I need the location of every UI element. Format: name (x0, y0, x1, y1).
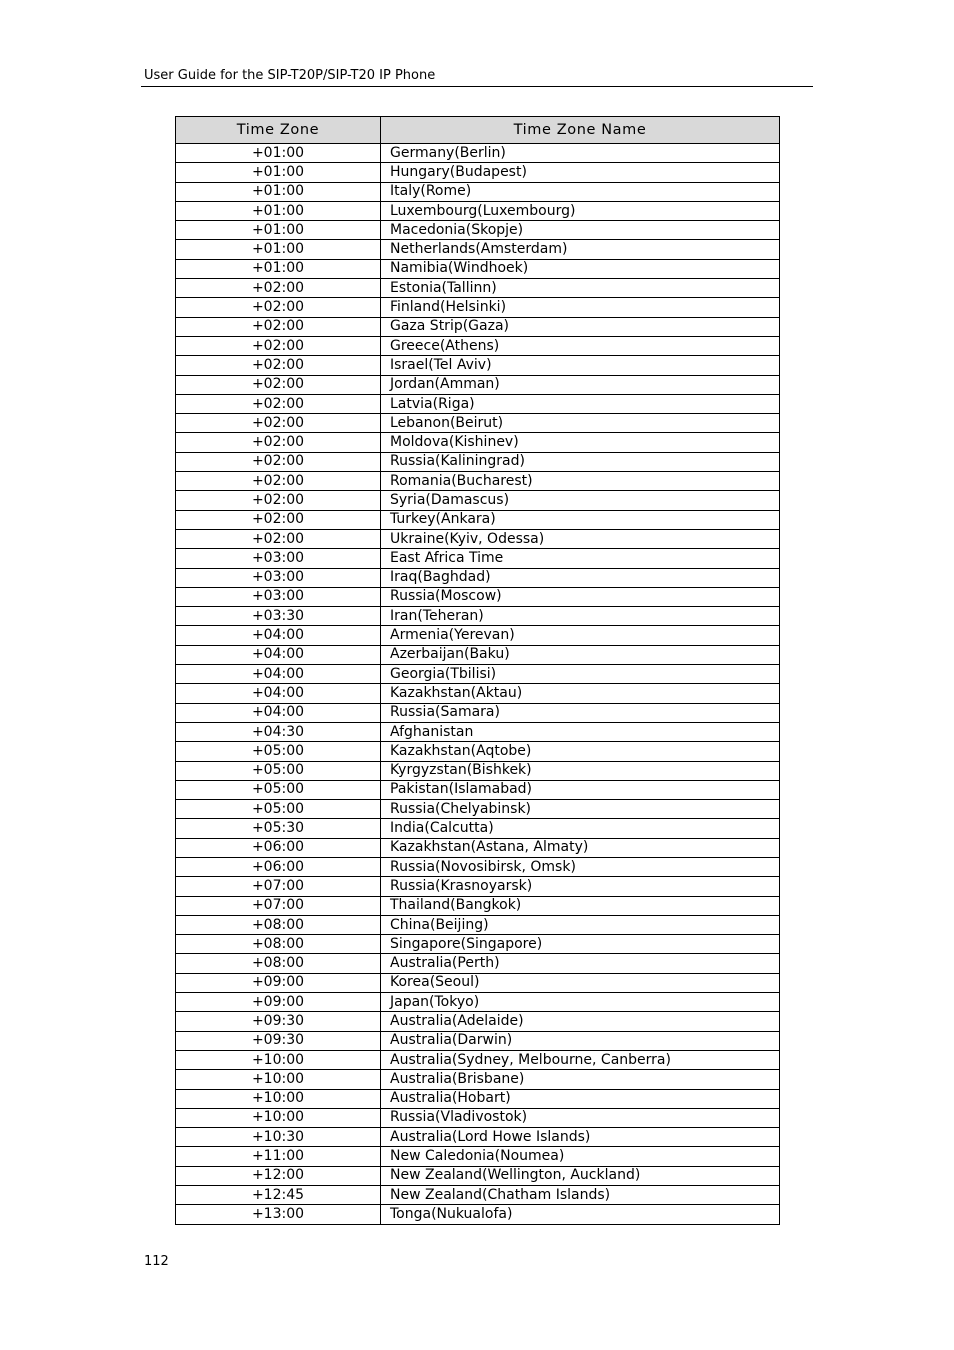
time-zone-cell: +01:00 (176, 201, 381, 220)
time-zone-name-cell: Romania(Bucharest) (381, 472, 780, 491)
table-row (176, 568, 780, 587)
table-row (176, 491, 780, 510)
time-zone-name-cell: Russia(Samara) (381, 703, 780, 722)
time-zone-cell: +10:00 (176, 1108, 381, 1127)
time-zone-cell: +12:00 (176, 1166, 381, 1185)
time-zone-cell: +03:00 (176, 568, 381, 587)
time-zone-name-cell: Japan(Tokyo) (381, 993, 780, 1012)
table-row (176, 684, 780, 703)
time-zone-cell: +03:00 (176, 549, 381, 568)
table-row (176, 1128, 780, 1147)
time-zone-name-cell: Israel(Tel Aviv) (381, 356, 780, 375)
time-zone-cell: +03:30 (176, 607, 381, 626)
time-zone-name-cell: Afghanistan (381, 722, 780, 741)
time-zone-name-cell: Latvia(Riga) (381, 394, 780, 413)
table-row (176, 993, 780, 1012)
time-zone-cell: +02:00 (176, 452, 381, 471)
table-row (176, 472, 780, 491)
time-zone-name-cell: Ukraine(Kyiv, Odessa) (381, 529, 780, 548)
time-zone-name-cell: Georgia(Tbilisi) (381, 665, 780, 684)
column-header-time-zone: Time Zone (176, 117, 381, 144)
time-zone-cell: +02:00 (176, 317, 381, 336)
table-row (176, 665, 780, 684)
time-zone-name-cell: Netherlands(Amsterdam) (381, 240, 780, 259)
page-header-title: User Guide for the SIP-T20P/SIP-T20 IP Phone (144, 68, 436, 83)
table-row (176, 201, 780, 220)
time-zone-cell: +02:00 (176, 336, 381, 355)
time-zone-name-cell: Australia(Hobart) (381, 1089, 780, 1108)
table-row (176, 954, 780, 973)
time-zone-cell: +01:00 (176, 221, 381, 240)
table-row (176, 761, 780, 780)
time-zone-cell: +02:00 (176, 375, 381, 394)
time-zone-cell: +10:00 (176, 1070, 381, 1089)
time-zone-cell: +11:00 (176, 1147, 381, 1166)
time-zone-name-cell: New Caledonia(Noumea) (381, 1147, 780, 1166)
time-zone-name-cell: Azerbaijan(Baku) (381, 645, 780, 664)
time-zone-name-cell: Australia(Lord Howe Islands) (381, 1128, 780, 1147)
time-zone-cell: +09:30 (176, 1031, 381, 1050)
time-zone-cell: +05:00 (176, 800, 381, 819)
time-zone-cell: +05:30 (176, 819, 381, 838)
table-row (176, 722, 780, 741)
table-row (176, 510, 780, 529)
time-zone-name-cell: New Zealand(Chatham Islands) (381, 1186, 780, 1205)
time-zone-name-cell: Turkey(Ankara) (381, 510, 780, 529)
time-zone-name-cell: Germany(Berlin) (381, 144, 780, 163)
time-zone-name-cell: Australia(Brisbane) (381, 1070, 780, 1089)
table-row (176, 607, 780, 626)
column-header-time-zone-name: Time Zone Name (381, 117, 780, 144)
time-zone-cell: +02:00 (176, 298, 381, 317)
time-zone-cell: +01:00 (176, 240, 381, 259)
table-row (176, 1089, 780, 1108)
time-zone-name-cell: Macedonia(Skopje) (381, 221, 780, 240)
time-zone-name-cell: Estonia(Tallinn) (381, 279, 780, 298)
time-zone-name-cell: Australia(Darwin) (381, 1031, 780, 1050)
time-zone-cell: +02:00 (176, 491, 381, 510)
time-zone-cell: +10:30 (176, 1128, 381, 1147)
table-row (176, 452, 780, 471)
time-zone-cell: +02:00 (176, 433, 381, 452)
time-zone-name-cell: Kazakhstan(Astana, Almaty) (381, 838, 780, 857)
table-row (176, 838, 780, 857)
time-zone-name-cell: Iran(Teheran) (381, 607, 780, 626)
time-zone-name-cell: Russia(Krasnoyarsk) (381, 877, 780, 896)
table-row (176, 857, 780, 876)
time-zone-cell: +02:00 (176, 414, 381, 433)
time-zone-cell: +12:45 (176, 1186, 381, 1205)
time-zone-cell: +09:00 (176, 973, 381, 992)
time-zone-name-cell: New Zealand(Wellington, Auckland) (381, 1166, 780, 1185)
table-row (176, 973, 780, 992)
page-number: 112 (144, 1254, 169, 1269)
time-zone-cell: +02:00 (176, 472, 381, 491)
time-zone-name-cell: Kyrgyzstan(Bishkek) (381, 761, 780, 780)
time-zone-cell: +05:00 (176, 742, 381, 761)
time-zone-name-cell: Russia(Kaliningrad) (381, 452, 780, 471)
time-zone-name-cell: Russia(Chelyabinsk) (381, 800, 780, 819)
time-zone-name-cell: Moldova(Kishinev) (381, 433, 780, 452)
time-zone-name-cell: India(Calcutta) (381, 819, 780, 838)
time-zone-name-cell: Russia(Vladivostok) (381, 1108, 780, 1127)
time-zone-cell: +08:00 (176, 954, 381, 973)
table-row (176, 1012, 780, 1031)
time-zone-name-cell: Gaza Strip(Gaza) (381, 317, 780, 336)
time-zone-cell: +04:00 (176, 665, 381, 684)
time-zone-name-cell: Tonga(Nukualofa) (381, 1205, 780, 1224)
time-zone-name-cell: Italy(Rome) (381, 182, 780, 201)
table-row (176, 221, 780, 240)
time-zone-name-cell: Syria(Damascus) (381, 491, 780, 510)
time-zone-name-cell: Iraq(Baghdad) (381, 568, 780, 587)
table-row (176, 529, 780, 548)
table-row (176, 742, 780, 761)
time-zone-name-cell: Jordan(Amman) (381, 375, 780, 394)
table-row (176, 1186, 780, 1205)
table-row (176, 780, 780, 799)
table-row (176, 356, 780, 375)
time-zone-cell: +03:00 (176, 587, 381, 606)
table-row (176, 549, 780, 568)
table-row (176, 144, 780, 163)
table-row (176, 336, 780, 355)
time-zone-name-cell: China(Beijing) (381, 915, 780, 934)
table-row (176, 414, 780, 433)
time-zone-name-cell: Namibia(Windhoek) (381, 259, 780, 278)
table-row (176, 163, 780, 182)
table-row (176, 1205, 780, 1224)
time-zone-cell: +04:30 (176, 722, 381, 741)
table-row (176, 800, 780, 819)
time-zone-name-cell: Korea(Seoul) (381, 973, 780, 992)
time-zone-cell: +08:00 (176, 935, 381, 954)
time-zone-cell: +04:00 (176, 645, 381, 664)
table-row (176, 317, 780, 336)
time-zone-name-cell: Russia(Novosibirsk, Omsk) (381, 857, 780, 876)
time-zone-cell: +04:00 (176, 703, 381, 722)
table-row (176, 1031, 780, 1050)
time-zone-name-cell: Lebanon(Beirut) (381, 414, 780, 433)
time-zone-cell: +02:00 (176, 529, 381, 548)
table-row (176, 877, 780, 896)
time-zone-cell: +10:00 (176, 1089, 381, 1108)
table-row (176, 819, 780, 838)
time-zone-cell: +04:00 (176, 626, 381, 645)
time-zone-cell: +13:00 (176, 1205, 381, 1224)
time-zone-cell: +07:00 (176, 877, 381, 896)
table-row (176, 587, 780, 606)
table-row (176, 433, 780, 452)
time-zone-name-cell: East Africa Time (381, 549, 780, 568)
table-row (176, 182, 780, 201)
time-zone-cell: +04:00 (176, 684, 381, 703)
time-zone-name-cell: Thailand(Bangkok) (381, 896, 780, 915)
table-row (176, 915, 780, 934)
table-row (176, 896, 780, 915)
header-divider (141, 86, 813, 87)
time-zone-cell: +05:00 (176, 761, 381, 780)
time-zone-cell: +05:00 (176, 780, 381, 799)
table-row (176, 645, 780, 664)
table-row (176, 1147, 780, 1166)
time-zone-cell: +02:00 (176, 356, 381, 375)
time-zone-name-cell: Russia(Moscow) (381, 587, 780, 606)
table-row (176, 394, 780, 413)
time-zone-cell: +09:00 (176, 993, 381, 1012)
time-zone-table (175, 116, 780, 1225)
time-zone-cell: +02:00 (176, 510, 381, 529)
table-row (176, 1108, 780, 1127)
time-zone-name-cell: Finland(Helsinki) (381, 298, 780, 317)
time-zone-cell: +02:00 (176, 394, 381, 413)
time-zone-name-cell: Greece(Athens) (381, 336, 780, 355)
table-row (176, 1070, 780, 1089)
time-zone-cell: +08:00 (176, 915, 381, 934)
time-zone-name-cell: Pakistan(Islamabad) (381, 780, 780, 799)
time-zone-table-body (176, 144, 780, 1225)
time-zone-cell: +10:00 (176, 1050, 381, 1069)
time-zone-name-cell: Australia(Perth) (381, 954, 780, 973)
time-zone-name-cell: Australia(Sydney, Melbourne, Canberra) (381, 1050, 780, 1069)
table-row (176, 935, 780, 954)
time-zone-cell: +01:00 (176, 259, 381, 278)
time-zone-cell: +07:00 (176, 896, 381, 915)
table-row (176, 626, 780, 645)
time-zone-cell: +02:00 (176, 279, 381, 298)
time-zone-cell: +09:30 (176, 1012, 381, 1031)
table-row (176, 279, 780, 298)
table-row (176, 1166, 780, 1185)
table-row (176, 259, 780, 278)
time-zone-cell: +01:00 (176, 163, 381, 182)
time-zone-name-cell: Armenia(Yerevan) (381, 626, 780, 645)
table-row (176, 703, 780, 722)
table-header-row (176, 117, 780, 144)
time-zone-cell: +06:00 (176, 857, 381, 876)
time-zone-cell: +01:00 (176, 182, 381, 201)
table-row (176, 298, 780, 317)
time-zone-name-cell: Hungary(Budapest) (381, 163, 780, 182)
time-zone-name-cell: Kazakhstan(Aktau) (381, 684, 780, 703)
table-row (176, 375, 780, 394)
time-zone-cell: +01:00 (176, 144, 381, 163)
table-row (176, 240, 780, 259)
time-zone-name-cell: Luxembourg(Luxembourg) (381, 201, 780, 220)
table-row (176, 1050, 780, 1069)
time-zone-name-cell: Australia(Adelaide) (381, 1012, 780, 1031)
time-zone-name-cell: Kazakhstan(Aqtobe) (381, 742, 780, 761)
time-zone-cell: +06:00 (176, 838, 381, 857)
time-zone-name-cell: Singapore(Singapore) (381, 935, 780, 954)
